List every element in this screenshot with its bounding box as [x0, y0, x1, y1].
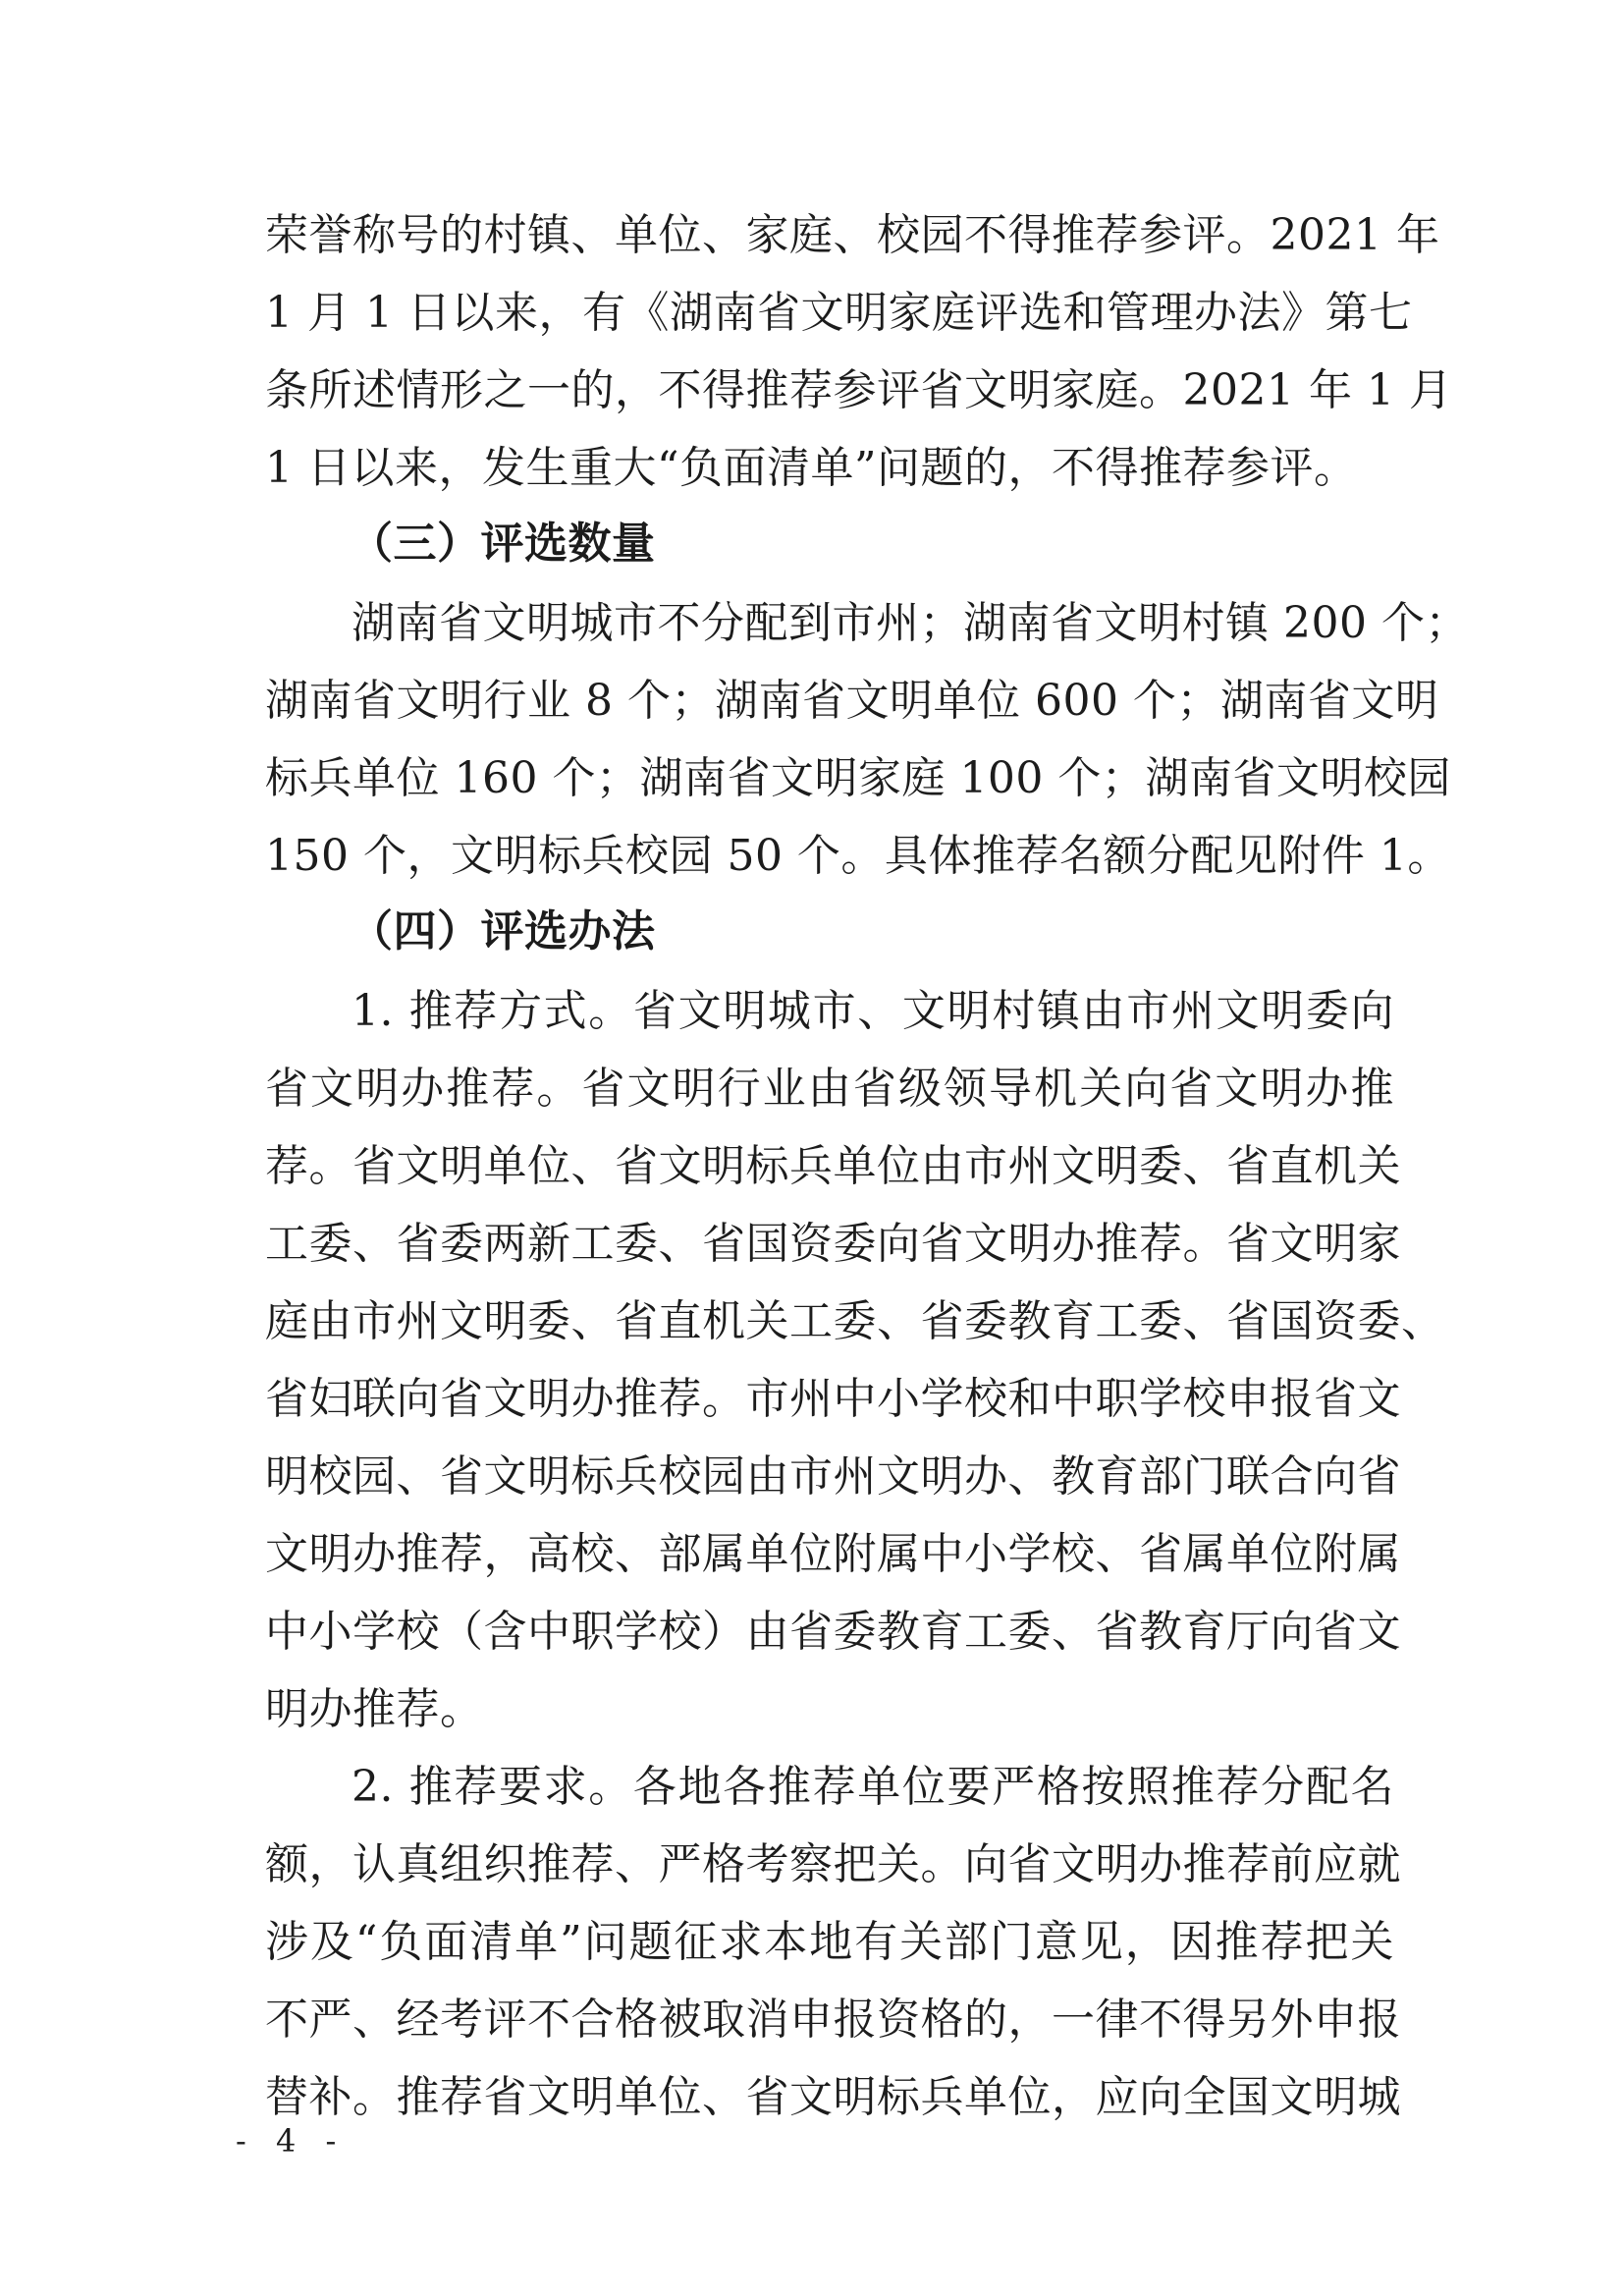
paragraph-line: 1. 推荐方式。省文明城市、文明村镇由市州文明委向 — [352, 986, 1394, 1036]
paragraph-line: 工委、省委两新工委、省国资委向省文明办推荐。省文明家 — [265, 1219, 1401, 1269]
paragraph-line: 湖南省文明行业 8 个；湖南省文明单位 600 个；湖南省文明 — [265, 676, 1439, 726]
paragraph-line: 文明办推荐，高校、部属单位附属中小学校、省属单位附属 — [265, 1529, 1401, 1579]
paragraph-line: 明校园、省文明标兵校园由市州文明办、教育部门联合向省 — [265, 1451, 1401, 1502]
paragraph-line: 额，认真组织推荐、严格考察把关。向省文明办推荐前应就 — [265, 1839, 1401, 1889]
paragraph-line: 替补。推荐省文明单位、省文明标兵单位，应向全国文明城 — [265, 2072, 1401, 2122]
paragraph-line: 省妇联向省文明办推荐。市州中小学校和中职学校申报省文 — [265, 1374, 1401, 1424]
paragraph-line: 荣誉称号的村镇、单位、家庭、校园不得推荐参评。2021 年 — [265, 210, 1440, 260]
paragraph-line: 标兵单位 160 个；湖南省文明家庭 100 个；湖南省文明校园 — [265, 753, 1451, 803]
paragraph-line: 中小学校（含中职学校）由省委教育工委、省教育厅向省文 — [265, 1607, 1401, 1657]
paragraph-line: 荐。省文明单位、省文明标兵单位由市州文明委、省直机关 — [265, 1141, 1401, 1191]
paragraph-line: 明办推荐。 — [265, 1684, 484, 1734]
paragraph-line: 涉及“负面清单”问题征求本地有关部门意见，因推荐把关 — [265, 1917, 1394, 1967]
paragraph-line: 条所述情形之一的，不得推荐参评省文明家庭。2021 年 1 月 — [265, 365, 1453, 415]
paragraph-line: 2. 推荐要求。各地各推荐单位要严格按照推荐分配名 — [352, 1762, 1394, 1812]
page-number: - 4 - — [236, 2122, 347, 2159]
section-heading: （三）评选数量 — [350, 519, 656, 569]
section-heading: （四）评选办法 — [350, 906, 656, 957]
paragraph-line: 150 个，文明标兵校园 50 个。具体推荐名额分配见附件 1。 — [265, 831, 1451, 881]
paragraph-line: 1 月 1 日以来，有《湖南省文明家庭评选和管理办法》第七 — [265, 288, 1413, 338]
paragraph-line: 省文明办推荐。省文明行业由省级领导机关向省文明办推 — [265, 1064, 1394, 1114]
paragraph-line: 1 日以来，发生重大“负面清单”问题的，不得推荐参评。 — [265, 443, 1358, 493]
paragraph-line: 庭由市州文明委、省直机关工委、省委教育工委、省国资委、 — [265, 1296, 1445, 1346]
paragraph-line: 湖南省文明城市不分配到市州；湖南省文明村镇 200 个； — [352, 598, 1469, 648]
paragraph-line: 不严、经考评不合格被取消申报资格的，一律不得另外申报 — [265, 1995, 1401, 2045]
